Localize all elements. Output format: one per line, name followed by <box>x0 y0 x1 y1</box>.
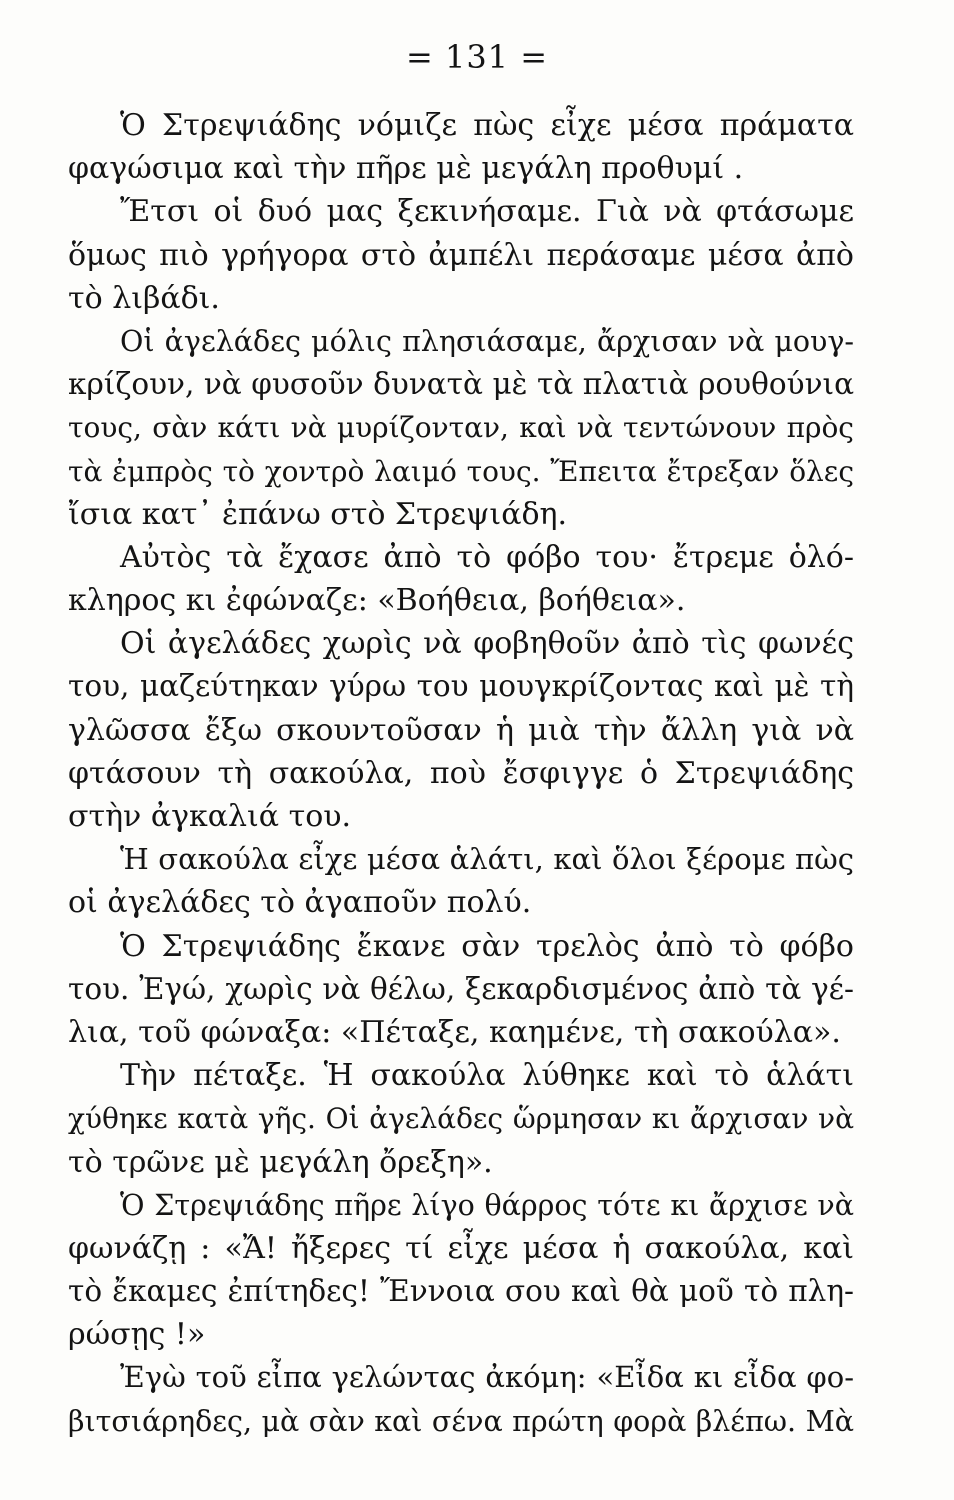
text-line: τὰ ἐμπρὸς τὸ χοντρὸ λαιμό τους. Ἔπειτα ἔτρεξαν ὅλες <box>68 454 854 488</box>
text-line: χύθηκε κατὰ γῆς. Οἱ ἀγελάδες ὥρμησαν κι ἄρχισαν νὰ <box>68 1102 854 1136</box>
text-line: τους, σὰν κάτι νὰ μυρίζονταν, καὶ νὰ τεντώνουν πρὸς <box>68 411 854 445</box>
text-line: ὅμως πιὸ γρήγορα στὸ ἀμπέλι περάσαμε μέσα ἀπὸ <box>68 237 854 273</box>
text-line: του, μαζεύτηκαν γύρω του μουγκρίζοντας καὶ μὲ τὴ <box>68 669 854 704</box>
text-line: οἱ ἀγελάδες τὸ ἀγαποῦν πολύ. <box>68 885 532 921</box>
text-line: Αὐτὸς τὰ ἔχασε ἀπὸ τὸ φόβο του· ἔτρεμε ὁλό- <box>120 539 854 575</box>
text-line: Ἔτσι οἱ δυό μας ξεκινήσαμε. Γιὰ νὰ φτάσωμε <box>120 194 854 230</box>
text-line: γλῶσσα ἔξω σκουντοῦσαν ἡ μιὰ τὴν ἄλλη γιὰ νὰ <box>68 712 854 748</box>
text-line: ἴσια κατ᾽ ἐπάνω στὸ Στρεψιάδη. <box>68 496 568 532</box>
text-line: κρίζουν, νὰ φυσοῦν δυνατὰ μὲ τὰ πλατιὰ ρουθούνια <box>68 367 854 402</box>
text-line: του. Ἐγώ, χωρὶς νὰ θέλω, ξεκαρδισμένος ἀπὸ τὰ γέ- <box>68 971 854 1006</box>
text-line: βιτσιάρηδες, μὰ σὰν καὶ σένα πρώτη φορὰ βλέπω. Μὰ <box>68 1404 854 1438</box>
text-line: φτάσουν τὴ σακούλα, ποὺ ἔσφιγγε ὁ Στρεψιάδης <box>68 755 854 791</box>
text-line: τὸ λιβάδι. <box>68 280 220 316</box>
text-line: Οἱ ἀγελάδες χωρὶς νὰ φοβηθοῦν ἀπὸ τὶς φωνές <box>120 626 854 662</box>
text-line: φωνάζῃ : «Ἄ! ἤξερες τί εἶχε μέσα ἡ σακούλα, καὶ <box>68 1230 854 1266</box>
text-line: κληρος κι ἐφώναζε: «Βοήθεια, βοήθεια». <box>68 583 686 619</box>
text-line: Ὁ Στρεψιάδης πῆρε λίγο θάρρος τότε κι ἄρχισε νὰ <box>120 1188 854 1222</box>
text-line: Οἱ ἀγελάδες μόλις πλησιάσαμε, ἄρχισαν νὰ μουγ- <box>120 324 854 358</box>
page-number: = 131 = <box>405 38 549 76</box>
text-line: Ὁ Στρεψιάδης ἔκανε σὰν τρελὸς ἀπὸ τὸ φόβο <box>120 928 854 964</box>
text-line: τὸ ἔκαμες ἐπίτηδες! Ἔννοια σου καὶ θὰ μοῦ τὸ πλη- <box>68 1274 854 1309</box>
text-line: φαγώσιμα καὶ τὴν πῆρε μὲ μεγάλη προθυμί . <box>68 151 744 187</box>
text-line: Ὁ Στρεψιάδης νόμιζε πὼς εἶχε μέσα πράματα <box>120 108 854 143</box>
text-line: Ἡ σακούλα εἶχε μέσα ἁλάτι, καὶ ὅλοι ξέρομε πὼς <box>120 842 854 877</box>
text-line: λια, τοῦ φώναξα: «Πέταξε, καημένε, τὴ σακούλα». <box>68 1014 841 1050</box>
text-line: ρώσῃς !» <box>68 1317 206 1353</box>
body-text <box>68 104 854 1443</box>
text-line: στὴν ἀγκαλιά του. <box>68 799 352 834</box>
text-line: τὸ τρῶνε μὲ μεγάλη ὄρεξη». <box>68 1144 493 1180</box>
text-line: Ἐγὼ τοῦ εἶπα γελώντας ἀκόμη: «Εἶδα κι εἶδα φο- <box>120 1360 854 1395</box>
text-line: Τὴν πέταξε. Ἡ σακούλα λύθηκε καὶ τὸ ἁλάτι <box>120 1058 854 1094</box>
